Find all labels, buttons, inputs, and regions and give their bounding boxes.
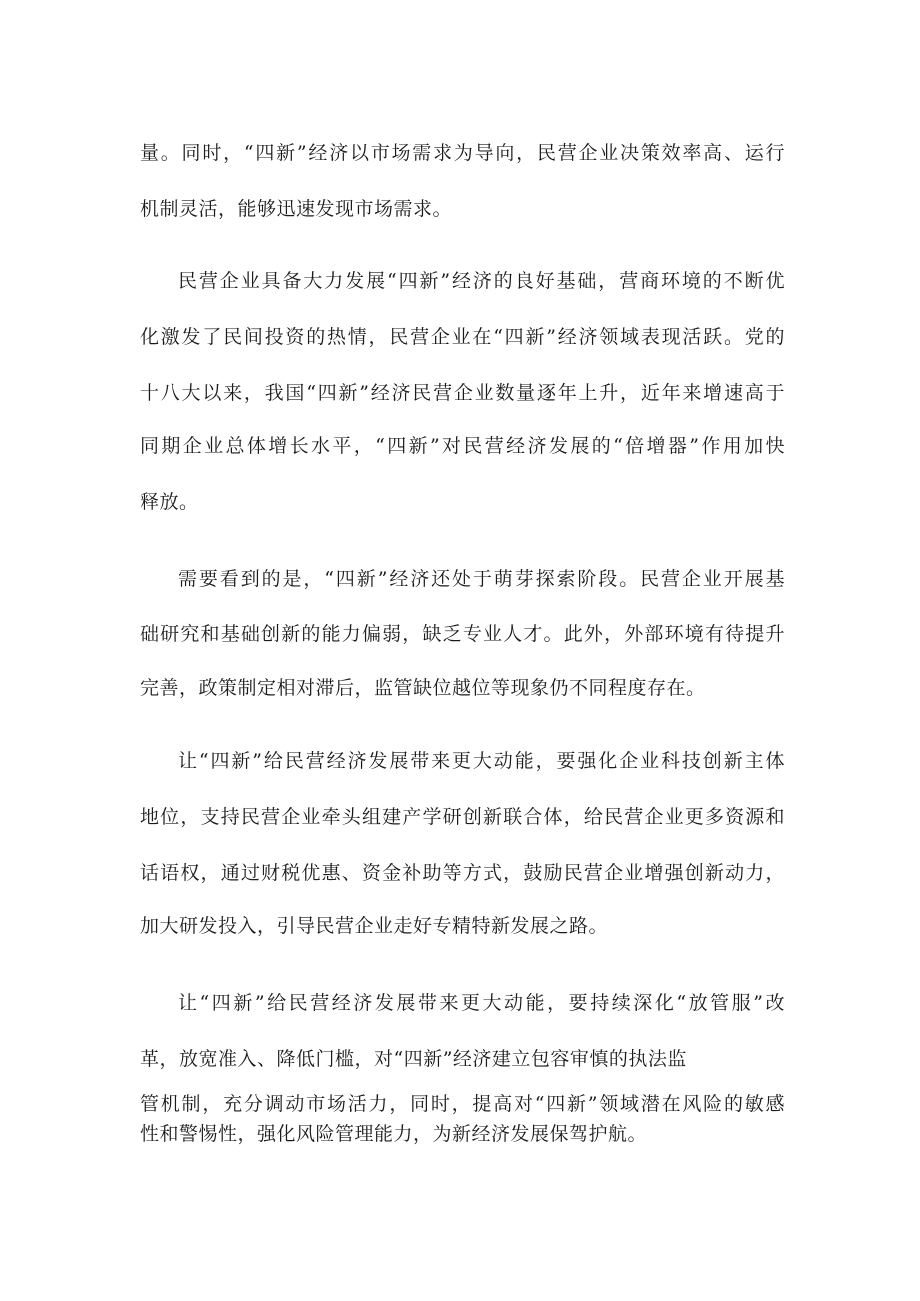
paragraph-2-line-3: 十八大以来，我国“四新”经济民营企业数量逐年上升，近年来增速高于	[140, 382, 785, 404]
paragraph-5-line-2: 革，放宽准入、降低门槛，对“四新”经济建立包容审慎的执法监	[140, 1048, 687, 1070]
paragraph-2-line-2: 化激发了民间投资的热情，民营企业在“四新”经济领域表现活跃。党的	[140, 326, 785, 348]
paragraph-3-line-1: 需要看到的是，“四新”经济还处于萌芽探索阶段。民营企业开展基	[178, 568, 785, 590]
paragraph-3-line-3: 完善，政策制定相对滞后，监管缺位越位等现象仍不同程度存在。	[140, 677, 706, 699]
paragraph-4-line-1: 让“四新”给民营经济发展带来更大动能，要强化企业科技创新主体	[178, 750, 785, 772]
paragraph-2-line-4: 同期企业总体增长水平，“四新”对民营经济发展的“倍增器”作用加快	[140, 435, 785, 457]
paragraph-3-line-2: 础研究和基础创新的能力偏弱，缺乏专业人才。此外，外部环境有待提升	[140, 623, 785, 645]
paragraph-5-line-1: 让“四新”给民营经济发展带来更大动能，要持续深化“放管服”改	[178, 992, 785, 1014]
paragraph-4-line-4: 加大研发投入，引导民营企业走好专精特新发展之路。	[140, 915, 609, 937]
paragraph-5-line-4: 性和警惕性，强化风险管理能力，为新经济发展保驾护航。	[140, 1123, 648, 1145]
paragraph-1-line-2: 机制灵活，能够迅速发现市场需求。	[140, 198, 453, 220]
paragraph-1-line-1: 量。同时，“四新”经济以市场需求为导向，民营企业决策效率高、运行	[140, 142, 785, 164]
paragraph-4-line-3: 话语权，通过财税优惠、资金补助等方式，鼓励民营企业增强创新动力，	[140, 862, 785, 884]
paragraph-2-line-5: 释放。	[140, 491, 199, 513]
paragraph-4-line-2: 地位，支持民营企业牵头组建产学研创新联合体，给民营企业更多资源和	[140, 806, 785, 828]
paragraph-2-line-1: 民营企业具备大力发展“四新”经济的良好基础，营商环境的不断优	[178, 270, 785, 292]
paragraph-5-line-3: 管机制，充分调动市场活力，同时，提高对“四新”领域潜在风险的敏感	[140, 1093, 785, 1115]
